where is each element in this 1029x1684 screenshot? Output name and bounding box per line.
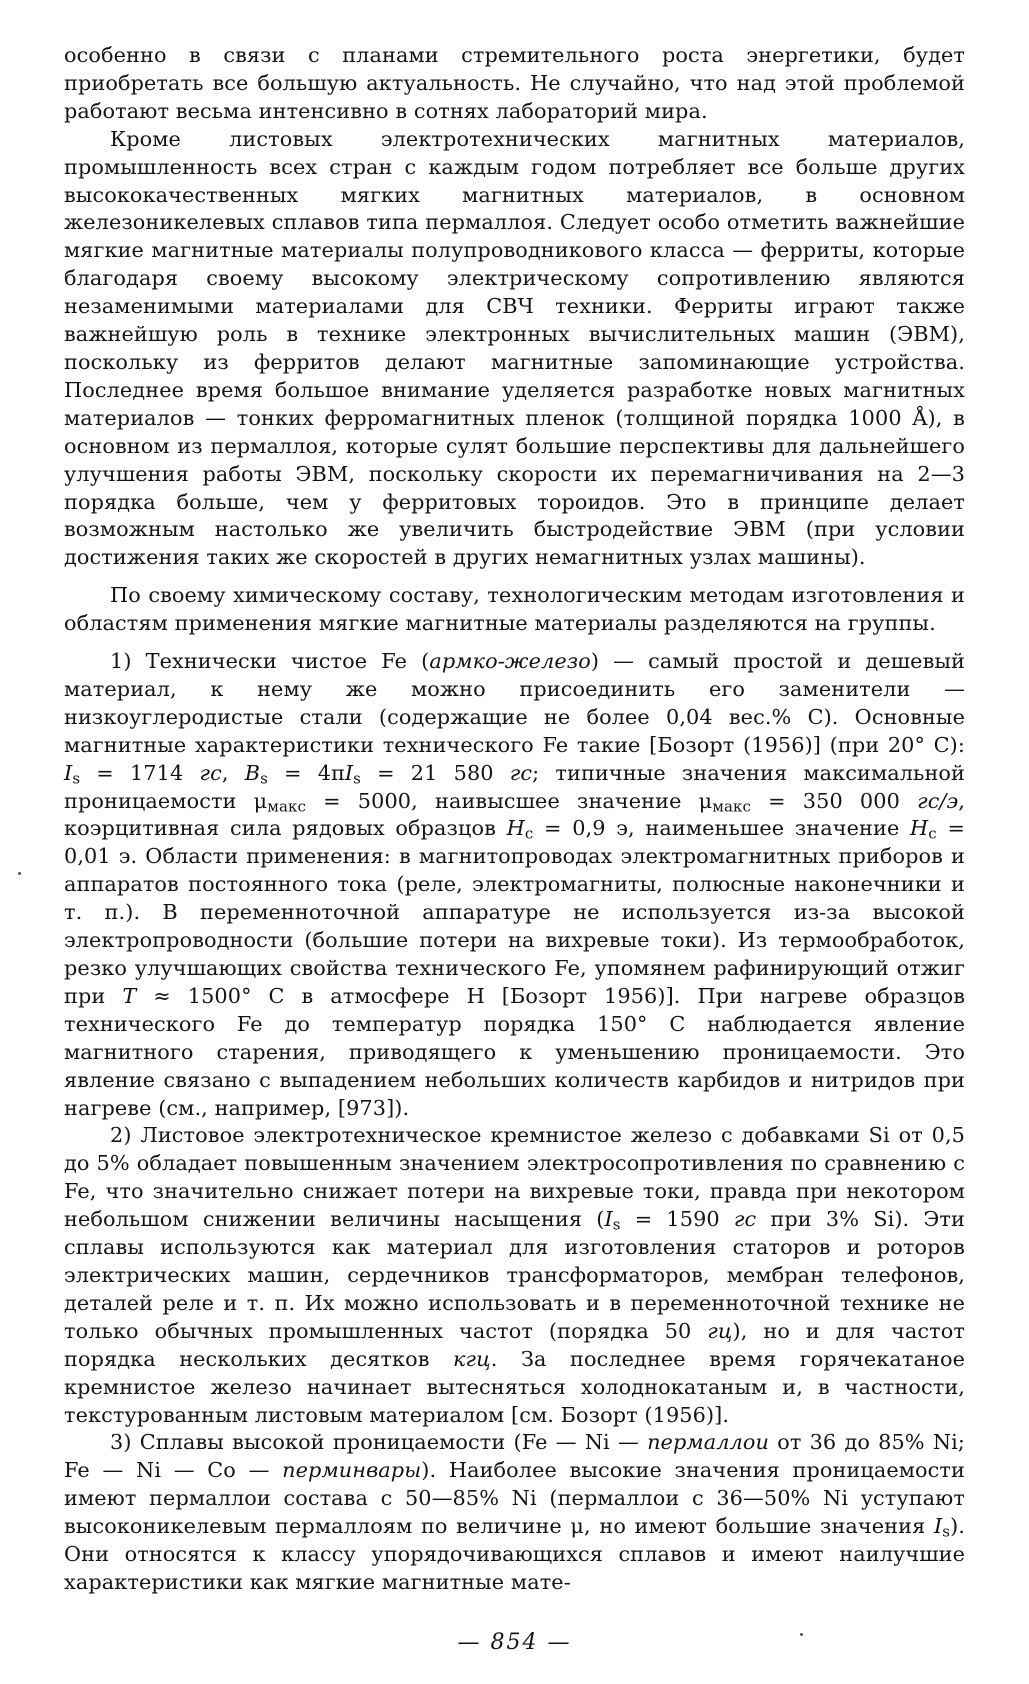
print-speck [800, 1633, 803, 1636]
paragraph-continuation: особенно в связи с планами стремительного роста энергетики, будет приобретать все большую актуальность. Не случайно, что над этой проблемой работают весьма интенсивно в сотнях лабораторий мира. [64, 43, 965, 123]
body-text [64, 42, 965, 1597]
list-item-3-high-permeability: 3) Сплавы высокой проницаемости (Fe — Ni — пермаллои от 36 до 85% Ni; Fe — Ni — Co — перминвары). Наиболее высокие значения проницаемости имеют пермаллои состава с 50—85% Ni (пермаллои с 36—50% Ni уступают высоконикелевым пермаллоям по величине μ, но имеют большие значения $I_s$). Они относятся к классу упорядочивающихся сплавов и имеют наилучшие характеристики как мягкие магнитные мате- [64, 1430, 965, 1594]
list-item-1-technical-iron: 1) Технически чистое Fe (армко-железо) — самый простой и дешевый материал, к нему же можно присоединить его заменители — низкоуглеродистые стали (содержащие не более 0,04 вес.% С). Основные магнитные характеристики технического Fe такие [Бозорт (1956)] (при 20° С): $I_s = 1714$ гс, $B_s = 4\pi I_s = 21$ 580 гс; типичные значения максимальной проницаемости $\mu_{макс} = 5000$, наивысшее значение $\mu_{макс} = 350$ 000 гс/э, коэрцитивная сила рядовых образцов $H_c = 0,9$ э, наименьшее значение $H_c = 0,01$ э. Области применения: в магнитопроводах электромагнитных приборов и аппаратов постоянного тока (реле, электромагниты, полюсные наконечники и т. п.). В переменноточной аппаратуре не используется из-за высокой электропроводности (большие потери на вихревые токи). Из термообработок, резко улучшающих свойства технического Fe, упомянем рафинирующий отжиг при T ≈ 1500° С в атмосфере Н [Бозорт 1956)]. При нагреве образцов технического Fe до температур порядка 150° С наблюдается явление магнитного старения, приводящего к уменьшению проницаемости. Это явление связано с выпадением небольших количеств карбидов и нитридов при нагреве (см., например, [973]). [64, 649, 966, 1120]
paragraph-soft-materials: Кроме листовых электротехнических магнитных материалов, промышленность всех стран с каждым годом потребляет все больше других высококачественных мягких магнитных материалов, в основном железоникелевых сплавов типа пермаллоя. Следует особо отметить важнейшие мягкие магнитные материалы полупроводникового класса — ферриты, которые благодаря своему высокому электрическому сопротивлению являются незаменимыми материалами для СВЧ техники. Ферриты играют также важнейшую роль в технике электронных вычислительных машин (ЭВМ), поскольку из ферритов делают магнитные запоминающие устройства. Последнее время большое внимание уделяется разработке новых магнитных материалов — тонких ферромагнитных пленок (толщиной порядка 1000 Å), в основном из пермаллоя, которые сулят большие перспективы для дальнейшего улучшения работы ЭВМ, поскольку скорости их перемагничивания на 2—3 порядка больше, чем у ферритовых тороидов. Это в принципе делает возможным настолько же увеличить быстродействие ЭВМ (при условии достижения таких же скоростей в других немагнитных узлах машины). [64, 126, 965, 570]
print-speck [18, 872, 21, 875]
list-item-2-silicon-iron: 2) Листовое электротехническое кремнистое железо с добавками Si от 0,5 до 5% обладает повышенным значением электросопротивления по сравнению с Fe, что значительно снижает потери на вихревые токи, правда при некотором небольшом снижении величины насыщения ($I_s = 1590$ гс при 3% Si). Эти сплавы используются как материал для изготовления статоров и роторов электрических машин, сердечников трансформаторов, мембран телефонов, деталей реле и т. п. Их можно использовать и в переменноточной технике не только обычных промышленных частот (порядка 50 гц), но и для частот порядка нескольких десятков кгц. За последнее время горячекатаное кремнистое железо начинает вытесняться холоднокатаным и, в частности, текстурованным листовым материалом [см. Бозорт (1956)]. [64, 1123, 965, 1427]
page-number: — 854 — [457, 1630, 572, 1655]
paragraph-groups-intro: По своему химическому составу, технологическим методам изготовления и областям применения мягкие магнитные материалы разделяются на группы. [64, 583, 965, 636]
